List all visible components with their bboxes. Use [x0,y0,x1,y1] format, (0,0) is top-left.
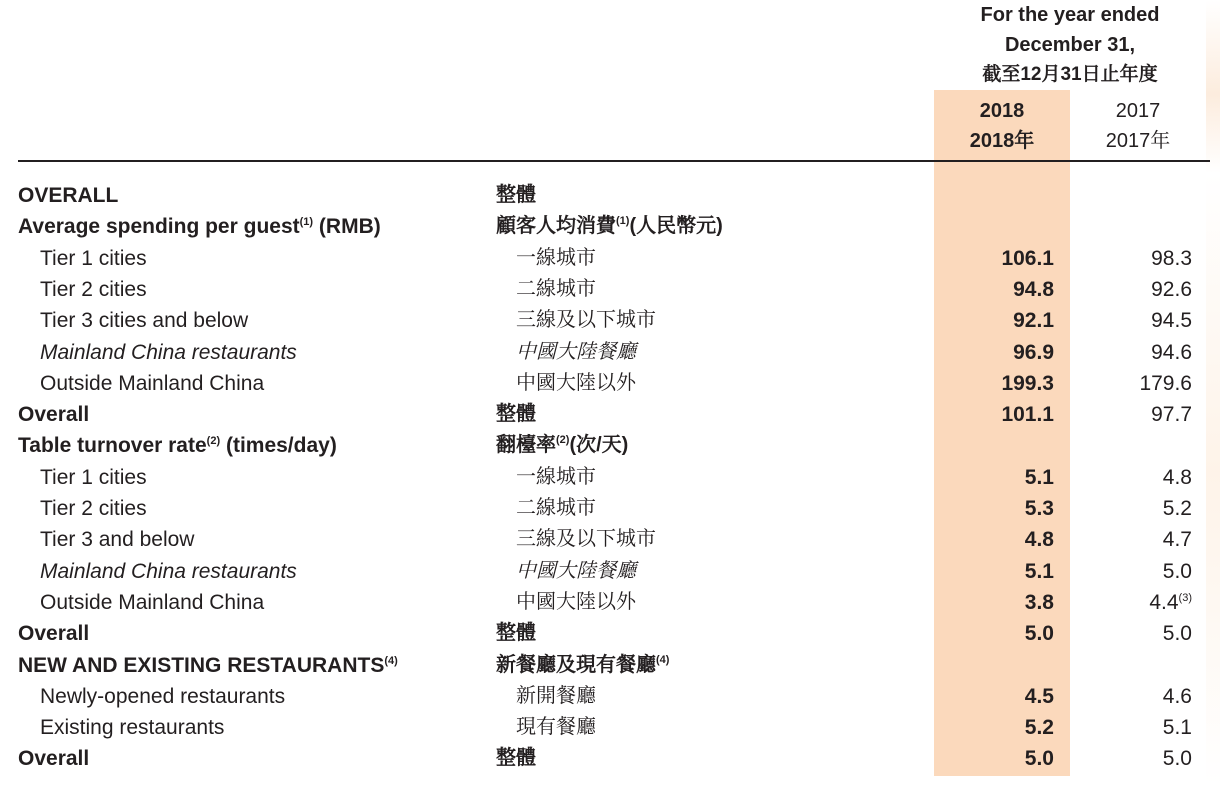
value-2018: 106.1 [1001,247,1054,270]
value-2017: 4.8 [1162,466,1192,489]
row-label-zh: 三線及以下城市 [516,309,656,331]
row-label-zh: 顧客人均消費$^{(1)}$(人民幣元) [496,215,723,237]
value-2018: 96.9 [1013,341,1054,364]
value-2017: 5.0 [1162,560,1192,583]
footnote-ref: (2) [556,434,570,446]
row-label-zh: 翻檯率$^{(2)}$(次/天) [496,434,629,456]
value-2017: 5.1 [1162,716,1192,739]
value-2017: 5.2 [1162,497,1192,520]
table-row [0,524,1220,555]
footnote-ref: (4) [656,654,670,666]
value-2017: 94.5 [1151,309,1192,332]
value-2018: 5.0 [1024,747,1054,770]
value-2017: 4.7 [1162,528,1192,551]
value-2017: 5.0 [1162,622,1192,645]
row-label-en: Overall [18,622,90,645]
table-row [0,274,1220,305]
row-label-zh: 新餐廳及現有餐廳$^{(4)}$ [496,654,670,676]
table-row [0,337,1220,368]
table-row [0,681,1220,712]
table-row [0,430,1220,461]
value-2018: 4.8 [1024,528,1054,551]
row-label-zh: 一線城市 [516,466,596,488]
value-2018: 5.3 [1024,497,1054,520]
footnote-ref: (4) [384,655,398,667]
value-2017: 4.6 [1162,685,1192,708]
table-row [0,650,1220,681]
row-label-en: Tier 2 cities [40,278,147,301]
row-label-en: Tier 3 and below [40,528,195,551]
row-label-en: Outside Mainland China [40,372,265,395]
value-2018: 5.0 [1024,622,1054,645]
footnote-ref: (2) [206,435,221,447]
period-header-line1: For the year ended [980,4,1160,26]
column-header-2017 [1070,96,1206,156]
row-label-en: Tier 2 cities [40,497,147,520]
table-row [0,587,1220,618]
row-label-en: Existing restaurants [40,716,225,739]
table-row [0,368,1220,399]
row-label-zh: 新開餐廳 [516,685,596,707]
period-header [940,0,1200,90]
value-2018: 5.1 [1024,466,1054,489]
value-2018: 5.2 [1024,716,1054,739]
value-2018: 101.1 [1001,403,1054,426]
table-row [0,305,1220,336]
row-label-en: Overall [18,747,90,770]
value-2018: 5.1 [1024,560,1054,583]
value-2018: 3.8 [1024,591,1054,614]
value-2017: 94.6 [1151,341,1192,364]
row-label-en: Tier 1 cities [40,466,147,489]
row-label-en: OVERALL [18,184,119,207]
value-2018: 92.1 [1013,309,1054,332]
column-header-2018 [934,96,1070,156]
table-row [0,211,1220,242]
row-label-en: NEW AND EXISTING RESTAURANTS$^{(4)}$ [18,654,398,677]
row-label-zh: 三線及以下城市 [516,528,656,550]
row-label-en: Tier 3 cities and below [40,309,249,332]
row-label-zh: 整體 [496,184,536,206]
header-rule [18,160,1210,162]
row-label-en: Overall [18,403,90,426]
footnote-ref: (1) [616,215,630,227]
row-label-zh: 中國大陸餐廳 [516,560,636,582]
table-row [0,399,1220,430]
table-row [0,180,1220,211]
row-label-zh: 一線城市 [516,247,596,269]
value-2018: 94.8 [1013,278,1054,301]
row-label-en: Mainland China restaurants [40,560,297,583]
column-header-2017-zh: 2017年 [1105,130,1171,152]
value-2017: 4.4$^{(3)}$ [1149,591,1192,614]
table-row [0,618,1220,649]
row-label-zh: 中國大陸以外 [516,591,636,613]
row-label-en: Average spending per guest$^{(1)}$ (RMB) [18,215,381,238]
table-row [0,243,1220,274]
value-2018: 199.3 [1001,372,1054,395]
row-label-en: Table turnover rate$^{(2)}$ (times/day) [18,434,337,457]
footnote-ref: (3) [1178,592,1192,604]
row-label-en: Mainland China restaurants [40,341,297,364]
table-row [0,743,1220,774]
table-row [0,493,1220,524]
row-label-en: Outside Mainland China [40,591,265,614]
row-label-zh: 二線城市 [516,497,596,519]
period-header-line2: December 31, [1004,34,1136,56]
row-label-zh: 整體 [496,403,536,425]
row-label-zh: 整體 [496,622,536,644]
row-label-en: Newly-opened restaurants [40,685,286,708]
table-row [0,712,1220,743]
value-2017: 97.7 [1151,403,1192,426]
column-header-2018-en: 2018 [979,100,1025,122]
row-label-en: Tier 1 cities [40,247,147,270]
row-label-zh: 整體 [496,747,536,769]
table-row [0,556,1220,587]
row-label-zh: 中國大陸以外 [516,372,636,394]
row-label-zh: 二線城市 [516,278,596,300]
period-header-zh: 截至12月31日止年度 [982,64,1158,85]
footnote-ref: (1) [299,216,314,228]
value-2017: 92.6 [1151,278,1192,301]
value-2017: 179.6 [1139,372,1192,395]
row-label-zh: 現有餐廳 [516,716,596,738]
row-label-zh: 中國大陸餐廳 [516,341,636,363]
value-2018: 4.5 [1024,685,1054,708]
column-header-2018-zh: 2018年 [969,130,1035,152]
table-row [0,462,1220,493]
column-header-2017-en: 2017 [1115,100,1161,122]
value-2017: 98.3 [1151,247,1192,270]
value-2017: 5.0 [1162,747,1192,770]
